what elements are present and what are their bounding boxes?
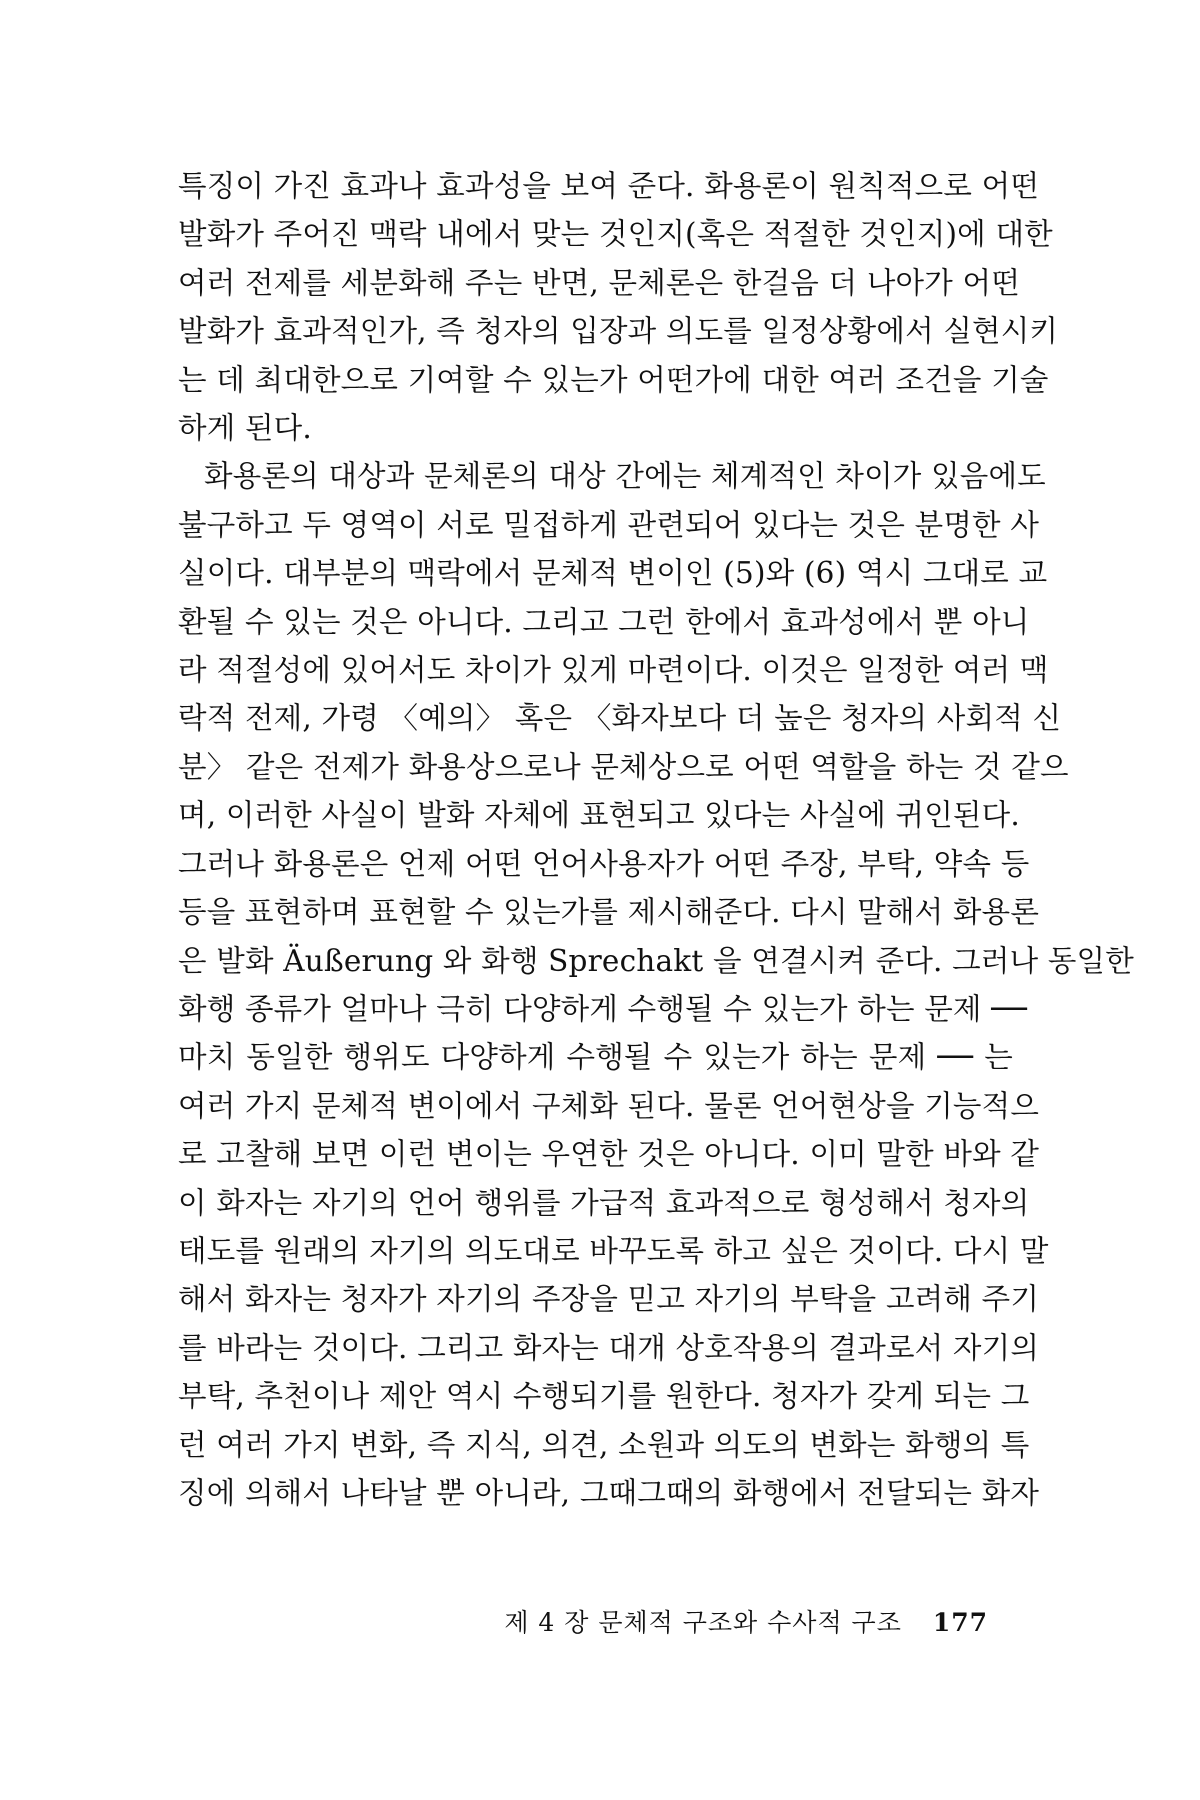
text-line: 등을 표현하며 표현할 수 있는가를 제시해준다. 다시 말해서 화용론 [178, 895, 1040, 930]
text-line: 런 여러 가지 변화, 즉 지식, 의견, 소원과 의도의 변화는 화행의 특 [178, 1427, 1030, 1462]
text-line: 특징이 가진 효과나 효과성을 보여 준다. 화용론이 원칙적으로 어떤 [178, 169, 1040, 203]
paragraph-1 [178, 162, 1059, 452]
text-line: 징에 의해서 나타날 뿐 아니라, 그때그때의 화행에서 전달되는 화자 [178, 1475, 1040, 1510]
running-footer [504, 1603, 988, 1639]
text-line: 발화가 주어진 맥락 내에서 맞는 것인지(혹은 적절한 것인지)에 대한 [178, 217, 1053, 252]
text-line: 하게 된다. [178, 411, 312, 446]
text-line: 불구하고 두 영역이 서로 밀접하게 관련되어 있다는 것은 분명한 사 [178, 507, 1040, 542]
text-line: 분〉 같은 전제가 화용상으로나 문체상으로 어떤 역할을 하는 것 같으 [178, 749, 1069, 784]
page-body [178, 162, 1134, 1517]
text-line: 는 데 최대한으로 기여할 수 있는가 어떤가에 대한 여러 조건을 기술 [178, 362, 1049, 397]
text-line: 며, 이러한 사실이 발화 자체에 표현되고 있다는 사실에 귀인된다. [178, 798, 1020, 833]
paragraph-2 [178, 452, 1134, 1517]
text-line: 발화가 효과적인가, 즉 청자의 입장과 의도를 일정상황에서 실현시키 [178, 314, 1059, 349]
text-line: 해서 화자는 청자가 자기의 주장을 믿고 자기의 부탁을 고려해 주기 [178, 1282, 1040, 1317]
text-line: 그러나 화용론은 언제 어떤 언어사용자가 어떤 주장, 부탁, 약속 등 [178, 846, 1030, 881]
text-line: 를 바라는 것이다. 그리고 화자는 대개 상호작용의 결과로서 자기의 [178, 1330, 1040, 1365]
text-line: 이 화자는 자기의 언어 행위를 가급적 효과적으로 형성해서 청자의 [178, 1185, 1030, 1220]
text-line: 여러 전제를 세분화해 주는 반면, 문체론은 한걸음 더 나아가 어떤 [178, 265, 1020, 300]
text-line: 락적 전제, 가령 〈예의〉 혹은 〈화자보다 더 높은 청자의 사회적 신 [178, 701, 1062, 736]
text-line: 부탁, 추천이나 제안 역시 수행되기를 원한다. 청자가 갖게 되는 그 [178, 1379, 1030, 1414]
text-line: 환될 수 있는 것은 아니다. 그리고 그런 한에서 효과성에서 뿐 아니 [178, 604, 1030, 639]
text-line: 화행 종류가 얼마나 극히 다양하게 수행될 수 있는가 하는 문제 ── [178, 991, 1028, 1026]
page-number: 177 [932, 1608, 988, 1637]
text-line: 실이다. 대부분의 맥락에서 문체적 변이인 (5)와 (6) 역시 그대로 교 [178, 556, 1048, 591]
text-line: 태도를 원래의 자기의 의도대로 바꾸도록 하고 싶은 것이다. 다시 말 [178, 1233, 1049, 1268]
text-line: 라 적절성에 있어서도 차이가 있게 마련이다. 이것은 일정한 여러 맥 [178, 653, 1049, 688]
text-line: 로 고찰해 보면 이런 변이는 우연한 것은 아니다. 이미 말한 바와 같 [178, 1137, 1040, 1172]
text-line: 여러 가지 문체적 변이에서 구체화 된다. 물론 언어현상을 기능적으 [178, 1088, 1040, 1123]
chapter-title: 제 4 장 문체적 구조와 수사적 구조 [504, 1608, 902, 1637]
text-line: 마치 동일한 행위도 다양하게 수행될 수 있는가 하는 문제 ── 는 [178, 1040, 1013, 1075]
text-line: 화용론의 대상과 문체론의 대상 간에는 체계적인 차이가 있음에도 [204, 459, 1046, 494]
text-line: 은 발화 Äußerung 와 화행 Sprechakt 을 연결시켜 준다. 그러나 동일한 [178, 943, 1134, 978]
